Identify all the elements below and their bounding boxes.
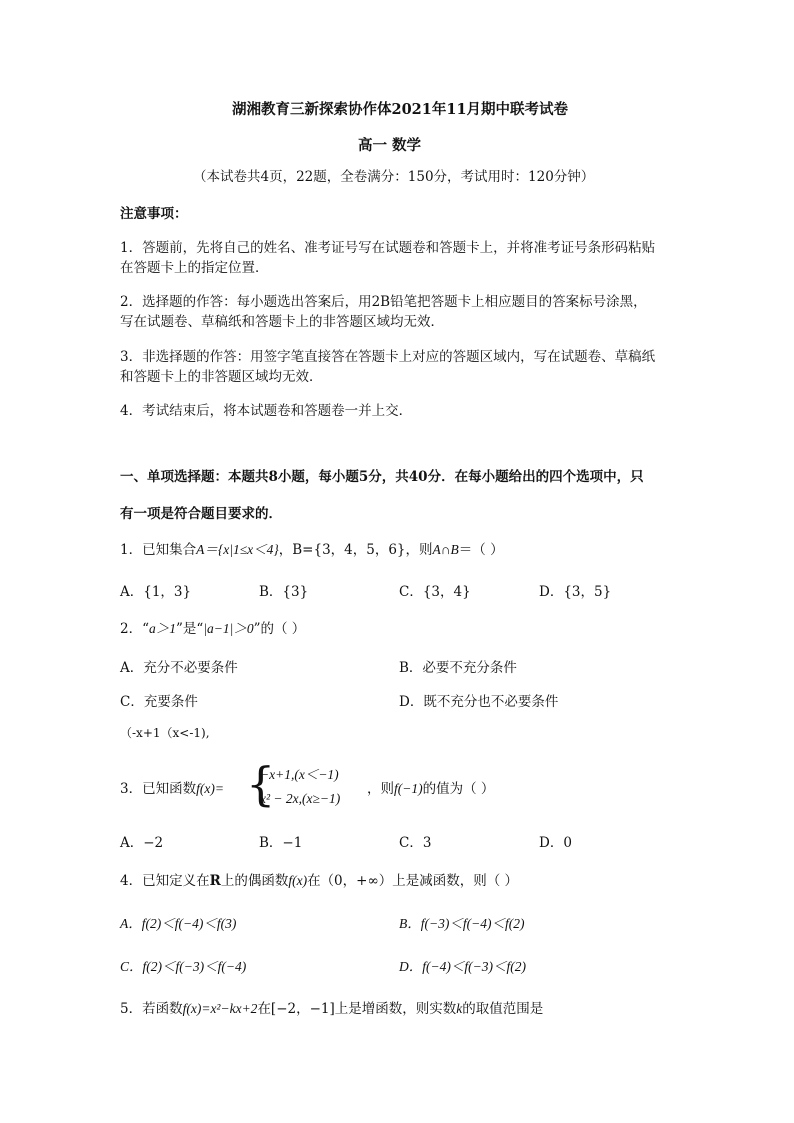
- q4-function: f(x): [288, 873, 308, 888]
- q1-text-mid: ，B={3，4，5，6}，则: [278, 542, 433, 558]
- q3-case-2: x² − 2x,(x≥−1): [260, 791, 341, 806]
- q3-f-neg1: f(−1): [394, 781, 423, 796]
- q5-function: f(x)=x²−kx+2: [182, 1001, 258, 1016]
- q4-option-b: B．f(−3)＜f(−4)＜f(2): [399, 916, 525, 931]
- q5-k: k: [456, 1001, 463, 1016]
- note-line: 2．选择题的作答：每小题选出答案后，用2B铅笔把答题卡上相应题目的答案标号涂黑，: [120, 294, 647, 310]
- q1-blank: ＝（ ）: [458, 542, 504, 558]
- q3-ocr-artifact: （-x+1（x<-1),: [120, 726, 210, 740]
- q1-set-a: A＝{x|1≤x＜4}: [196, 542, 279, 557]
- q1-option-d: D．{3，5}: [539, 584, 612, 600]
- q2-option-c: C．充要条件: [120, 694, 198, 710]
- q2-option-a: A．充分不必要条件: [120, 660, 238, 676]
- q5-text: 5．若函数: [120, 1001, 183, 1017]
- note-line: 4．考试结束后，将本试题卷和答题卷一并上交．: [120, 403, 413, 419]
- exam-title: 湖湘教育三新探索协作体2021年11月期中联考试卷: [232, 101, 569, 118]
- q2-option-d: D．既不充分也不必要条件: [399, 694, 559, 710]
- section-heading: 一、单项选择题：本题共8小题，每小题5分，共40分．在每小题给出的四个选项中，只: [120, 469, 644, 485]
- question-3-tail: [367, 777, 494, 797]
- q4-option-d: D．f(−4)＜f(−3)＜f(2): [399, 959, 526, 974]
- q3-function: f(x)=: [196, 781, 224, 796]
- q5-text-mid: 在[−2，−1]上是增函数，则实数: [257, 1001, 457, 1017]
- note-line: 在答题卡上的指定位置．: [120, 260, 269, 276]
- question-2-stem: [120, 617, 305, 637]
- section-heading-cont: 有一项是符合题目要求的．: [120, 506, 282, 522]
- note-line: 和答题卡上的非答题区域均无效．: [120, 369, 323, 385]
- q3-option-c: C．3: [399, 835, 432, 851]
- note-line: 1．答题前，先将自己的姓名、准考证号写在试题卷和答题卡上，并将准考证号条形码粘贴: [120, 240, 656, 256]
- q4-real-set: R: [209, 873, 221, 889]
- question-5-stem: [120, 997, 543, 1017]
- question-4-stem: [120, 869, 518, 889]
- q3-text-mid: ，则: [367, 781, 394, 797]
- question-3-stem: [120, 777, 224, 797]
- q4-option-a: A．f(2)＜f(−4)＜f(3): [120, 916, 237, 931]
- q2-cond-b: |a−1|＞0: [203, 621, 254, 636]
- q1-option-a: A．{1，3}: [120, 584, 192, 600]
- question-1-stem: [120, 538, 504, 558]
- exam-info: （本试卷共4页，22题，全卷满分：150分，考试用时：120分钟）: [193, 169, 595, 185]
- q1-text: 1．已知集合: [120, 542, 197, 558]
- q2-blank: ”的（ ）: [253, 621, 306, 637]
- q5-text-tail: 的取值范围是: [462, 1001, 544, 1017]
- piecewise-brace: {: [246, 757, 276, 811]
- q3-case-1: −x+1,(x＜−1): [260, 767, 339, 782]
- q2-option-b: B．必要不充分条件: [399, 660, 517, 676]
- q3-option-d: D．0: [539, 835, 572, 851]
- q1-option-b: B．{3}: [259, 584, 309, 600]
- notes-heading: 注意事项：: [120, 206, 188, 222]
- exam-subtitle: 高一 数学: [358, 137, 422, 154]
- q3-blank: 的值为（ ）: [422, 781, 495, 797]
- q3-option-a: A．−2: [120, 835, 164, 851]
- q4-text: 4．已知定义在: [120, 873, 210, 889]
- note-line: 写在试题卷、草稿纸和答题卡上的非答题区域均无效．: [120, 314, 444, 330]
- q3-text: 3．已知函数: [120, 781, 197, 797]
- q1-intersection: A∩B: [432, 542, 459, 557]
- q4-text-mid: 上的偶函数: [220, 873, 289, 889]
- q4-option-c: C．f(2)＜f(−3)＜f(−4): [120, 959, 247, 974]
- q2-text-mid: ”是“: [176, 621, 204, 637]
- q2-cond-a: a＞1: [149, 621, 176, 636]
- note-line: 3．非选择题的作答：用签字笔直接答在答题卡上对应的答题区域内，写在试题卷、草稿纸: [120, 349, 656, 365]
- q1-option-c: C．{3，4}: [399, 584, 471, 600]
- q4-text-tail: 在（0，+∞）上是减函数，则（ ）: [307, 873, 518, 889]
- q2-text: 2．“: [120, 621, 149, 637]
- q3-option-b: B．−1: [259, 835, 303, 851]
